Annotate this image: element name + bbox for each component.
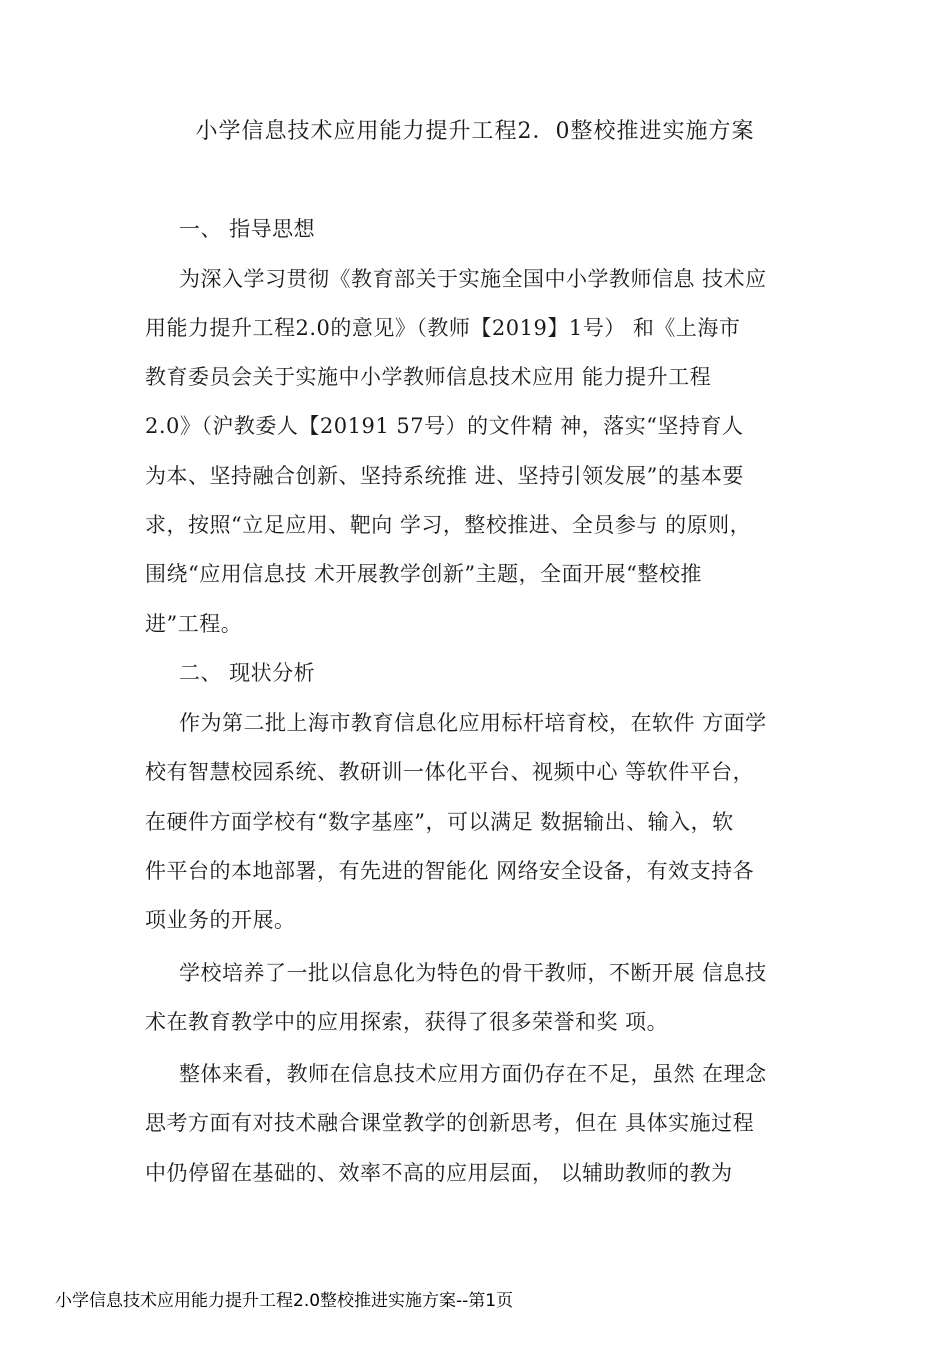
paragraph-line: 在硬件方面学校有“数字基座”，可以满足 数据输出、输入，软 <box>145 810 734 834</box>
paragraph-line: 用能力提升工程2.0的意见》（教师【2019】1号） 和《上海市 <box>145 316 741 340</box>
paragraph-line: 项业务的开展。 <box>145 908 296 932</box>
section-heading: 二、 现状分析 <box>179 661 316 685</box>
paragraph-line: 进”工程。 <box>145 612 243 636</box>
paragraph-line: 教育委员会关于实施中小学教师信息技术应用 能力提升工程 <box>145 365 712 389</box>
paragraph-line: 思考方面有对技术融合课堂教学的创新思考，但在 具体实施过程 <box>145 1111 755 1135</box>
paragraph-line: 校有智慧校园系统、教研训一体化平台、视频中心 等软件平台， <box>145 760 755 784</box>
document-title: 小学信息技术应用能力提升工程2．0整校推进实施方案 <box>195 119 755 144</box>
paragraph-line: 围绕“应用信息技 术开展教学创新”主题，全面开展“整校推 <box>145 562 702 586</box>
paragraph-line: 作为第二批上海市教育信息化应用标杆培育校，在软件 方面学 <box>179 711 767 735</box>
paragraph-line: 为深入学习贯彻《教育部关于实施全国中小学教师信息 技术应 <box>179 267 767 291</box>
paragraph-line: 整体来看，教师在信息技术应用方面仍存在不足，虽然 在理念 <box>179 1062 767 1086</box>
paragraph-line: 中仍停留在基础的、效率不高的应用层面， 以辅助教师的教为 <box>145 1161 733 1185</box>
section-heading: 一、 指导思想 <box>179 217 316 241</box>
paragraph-line: 求，按照“立足应用、靶向 学习，整校推进、全员参与 的原则， <box>145 513 752 537</box>
paragraph-line: 2.0》（沪教委人【20191 57号）的文件精 神，落实“坚持育人 <box>145 414 744 438</box>
paragraph-line: 件平台的本地部署，有先进的智能化 网络安全设备，有效支持各 <box>145 859 755 883</box>
paragraph-line: 术在教育教学中的应用探索，获得了很多荣誉和奖 项。 <box>145 1010 669 1034</box>
page-footer: 小学信息技术应用能力提升工程2.0整校推进实施方案--第1页 <box>55 1291 514 1311</box>
paragraph-line: 为本、坚持融合创新、坚持系统推 进、坚持引领发展”的基本要 <box>145 464 744 488</box>
paragraph-line: 学校培养了一批以信息化为特色的骨干教师，不断开展 信息技 <box>179 961 767 985</box>
